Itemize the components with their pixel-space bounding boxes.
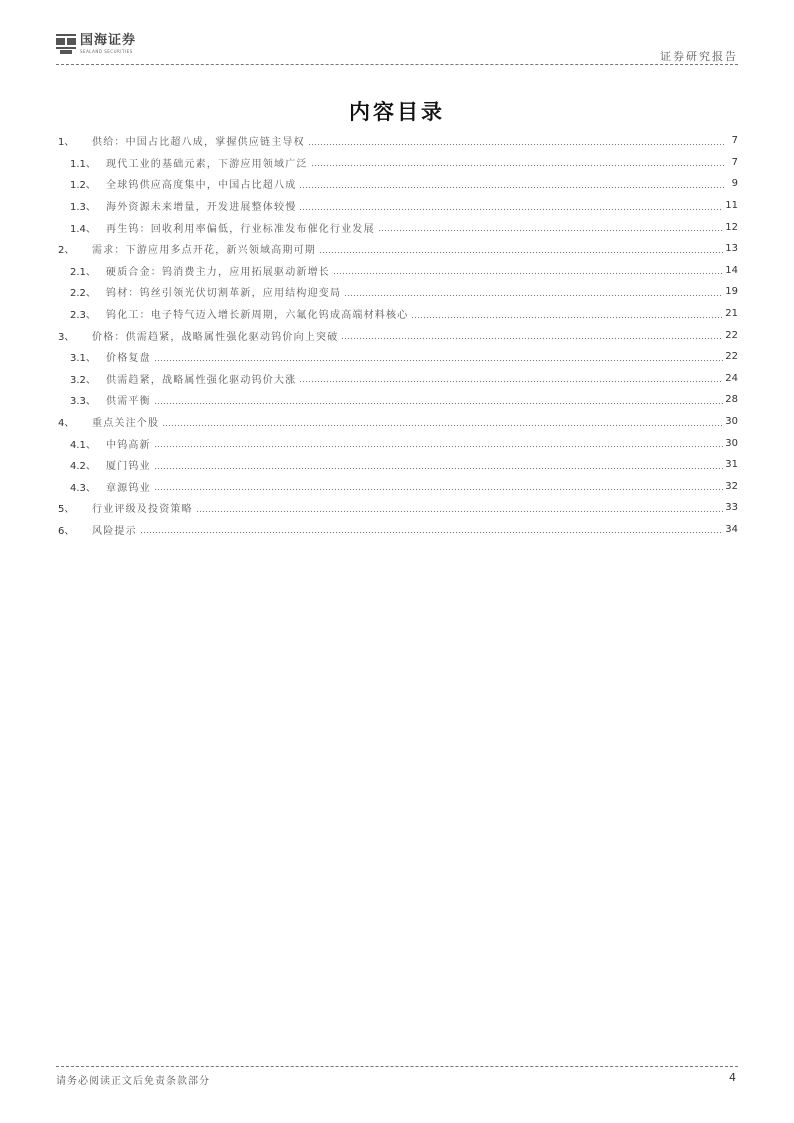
toc-dot-leader: [196, 503, 723, 513]
toc-entry-title: 现代工业的基础元素，下游应用领域广泛: [106, 158, 308, 170]
toc-entry[interactable]: [58, 303, 738, 325]
toc-entry[interactable]: [58, 152, 738, 174]
toc-dot-leader: [140, 524, 723, 534]
toc-entry[interactable]: [58, 173, 738, 195]
toc-entry-number: 1.1、: [70, 158, 96, 170]
toc-entry-page: 32: [725, 480, 738, 492]
toc-entry-number: 2.2、: [70, 288, 96, 300]
toc-entry[interactable]: [58, 497, 738, 519]
toc-entry-title: 供需趋紧，战略属性强化驱动钨价大涨: [106, 374, 297, 386]
toc-title: 内容目录: [349, 99, 445, 124]
toc-dot-leader: [333, 265, 723, 275]
footer-divider: [56, 1066, 738, 1067]
toc-entry-title: 钨材：钨丝引领光伏切割革新，应用结构迎变局: [106, 288, 342, 300]
page-number: 4: [729, 1071, 736, 1084]
toc-entry[interactable]: [58, 238, 738, 260]
toc-entry-title: 行业评级及投资策略: [92, 504, 193, 516]
toc-dot-leader: [308, 136, 724, 146]
brand-name-cn: 国海证券: [80, 33, 137, 48]
toc-entry[interactable]: [58, 368, 738, 390]
toc-entry-number: 2.3、: [70, 310, 96, 322]
toc-entry-title: 风险提示: [92, 525, 137, 537]
toc-entry-page: 22: [725, 329, 738, 341]
toc-dot-leader: [341, 330, 723, 340]
toc-dot-leader: [378, 222, 723, 232]
toc-entry[interactable]: [58, 346, 738, 368]
toc-entry[interactable]: [58, 324, 738, 346]
toc-entry-page: 14: [725, 264, 738, 276]
toc-entry-number: 3.3、: [70, 396, 96, 408]
toc-entry-number: 3、: [58, 331, 75, 343]
toc-entry[interactable]: [58, 411, 738, 433]
brand-logo: [56, 34, 136, 55]
toc-entry-title: 中钨高新: [106, 439, 151, 451]
toc-dot-leader: [154, 438, 723, 448]
toc-entry-number: 2.1、: [70, 266, 96, 278]
toc-entry-number: 1、: [58, 137, 75, 149]
toc-entry-title: 重点关注个股: [92, 418, 160, 430]
toc-entry-title: 钨化工：电子特气迈入增长新周期，六氟化钨成高端材料核心: [106, 310, 409, 322]
toc-entry[interactable]: [58, 389, 738, 411]
toc-dot-leader: [344, 287, 723, 297]
table-of-contents: [58, 130, 738, 540]
toc-entry-number: 4.2、: [70, 461, 96, 473]
brand-logo-icon: [56, 34, 76, 54]
toc-dot-leader: [154, 481, 723, 491]
toc-dot-leader: [299, 201, 723, 211]
brand-name-en: SEALAND SECURITIES: [80, 49, 133, 54]
toc-entry-page: 13: [725, 243, 738, 255]
toc-entry[interactable]: [58, 130, 738, 152]
toc-entry-title: 再生钨：回收利用率偏低，行业标准发布催化行业发展: [106, 223, 375, 235]
toc-entry-number: 2、: [58, 245, 75, 257]
toc-entry-page: 33: [725, 502, 738, 514]
toc-entry[interactable]: [58, 260, 738, 282]
toc-entry-number: 1.2、: [70, 180, 96, 192]
toc-entry-title: 厦门钨业: [106, 461, 151, 473]
toc-entry-number: 6、: [58, 525, 75, 537]
toc-entry-title: 海外资源未来增量，开发进展整体较慢: [106, 202, 297, 214]
toc-entry-page: 34: [725, 523, 738, 535]
toc-dot-leader: [154, 460, 723, 470]
toc-entry-page: 22: [725, 351, 738, 363]
toc-entry[interactable]: [58, 476, 738, 498]
toc-entry-title: 价格复盘: [106, 353, 151, 365]
header-divider: [56, 64, 738, 65]
toc-entry-number: 3.2、: [70, 374, 96, 386]
toc-entry-title: 全球钨供应高度集中，中国占比超八成: [106, 180, 297, 192]
toc-entry-number: 1.3、: [70, 202, 96, 214]
toc-entry[interactable]: [58, 454, 738, 476]
toc-entry-page: 7: [731, 156, 738, 168]
toc-entry-page: 12: [725, 221, 738, 233]
toc-entry-title: 硬质合金：钨消费主力，应用拓展驱动新增长: [106, 266, 330, 278]
toc-entry-number: 1.4、: [70, 223, 96, 235]
toc-dot-leader: [311, 157, 724, 167]
toc-dot-leader: [319, 244, 723, 254]
toc-entry-page: 21: [725, 308, 738, 320]
toc-entry-number: 4.1、: [70, 439, 96, 451]
toc-entry-page: 30: [725, 416, 738, 428]
toc-dot-leader: [299, 373, 723, 383]
toc-entry-number: 4、: [58, 418, 75, 430]
toc-entry-page: 11: [725, 200, 738, 212]
toc-entry-number: 3.1、: [70, 353, 96, 365]
toc-entry-title: 价格：供需趋紧，战略属性强化驱动钨价向上突破: [92, 331, 339, 343]
toc-entry-title: 章源钨业: [106, 482, 151, 494]
toc-dot-leader: [299, 179, 724, 189]
toc-dot-leader: [154, 395, 723, 405]
toc-dot-leader: [411, 309, 723, 319]
report-type-label: 证券研究报告: [660, 50, 738, 63]
toc-entry-page: 7: [731, 135, 738, 147]
toc-entry-title: 需求：下游应用多点开花，新兴领域高期可期: [92, 245, 316, 257]
toc-entry-page: 24: [725, 372, 738, 384]
toc-entry-number: 4.3、: [70, 482, 96, 494]
toc-entry-title: 供需平衡: [106, 396, 151, 408]
toc-entry[interactable]: [58, 432, 738, 454]
toc-dot-leader: [162, 417, 723, 427]
toc-entry[interactable]: [58, 281, 738, 303]
page-header: [56, 30, 738, 66]
footer-disclaimer: 请务必阅读正文后免责条款部分: [56, 1076, 210, 1087]
toc-entry[interactable]: [58, 216, 738, 238]
toc-entry-title: 供给：中国占比超八成，掌握供应链主导权: [92, 137, 305, 149]
toc-entry-page: 9: [731, 178, 738, 190]
toc-entry-page: 28: [725, 394, 738, 406]
toc-entry-page: 19: [725, 286, 738, 298]
toc-dot-leader: [154, 352, 723, 362]
toc-entry-page: 31: [725, 459, 738, 471]
toc-entry[interactable]: [58, 195, 738, 217]
toc-entry-page: 30: [725, 437, 738, 449]
toc-entry-number: 5、: [58, 504, 75, 516]
toc-entry[interactable]: [58, 519, 738, 541]
